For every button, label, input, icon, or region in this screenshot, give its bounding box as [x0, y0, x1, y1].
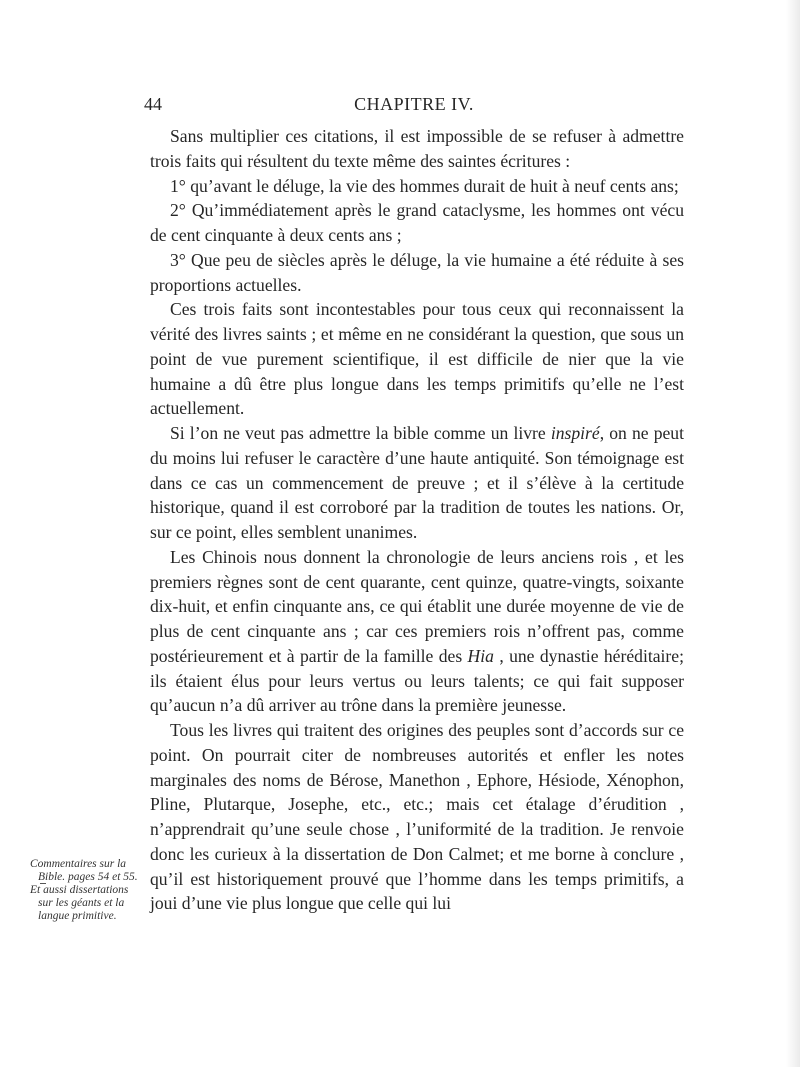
page-number: 44 — [144, 94, 162, 114]
paragraph: Sans multiplier ces citations, il est impossible de se refuser à admettre trois faits qui résultent du texte même des saintes écritures : — [150, 126, 684, 171]
page-header — [144, 94, 684, 120]
margin-note — [30, 858, 140, 923]
running-head: CHAPITRE IV. — [354, 94, 474, 114]
italic-term: Hia — [467, 645, 494, 666]
body-text — [150, 124, 684, 916]
margin-note-entry: Et aussi dissertations sur les géants et la langue primitive. — [30, 884, 129, 922]
paragraph: Ces trois faits sont incontestables pour tous ceux qui reconnaissent la vérité des livres saints ; et même en ne considérant la question, que sous un point de vue purement scientifique, il est difficile de nier que la vie humaine a dû être plus longue dans les temps primitifs qu’elle ne l’est actuellement. — [150, 299, 684, 419]
scan-edge — [786, 0, 800, 1067]
italic-term: inspiré — [550, 423, 600, 443]
paragraph: Les Chinois nous donnent la chronologie de leurs anciens rois , et les premiers règnes sont de cent quarante, cent quinze, quatre-vingts, soixante dix-huit, et enfin cinquante ans, ce qui établit une durée moyenne de vie de plus de cent cinquante ans ; car ces premiers rois n’offrent pas, comme postérieurement et à partir de la famille des Hia , une dynastie héréditaire; ils étaient élus pour leurs vertus ou leurs talents; ce qui fait supposer qu’aucun n’a dû arriver au trône dans la première jeunesse. — [150, 546, 684, 716]
paragraph: 3° Que peu de siècles après le déluge, la vie humaine a été réduite à ses proportions actuelles. — [150, 249, 684, 295]
paragraph: Tous les livres qui traitent des origines des peuples sont d’accords sur ce point. On pourrait citer de nombreuses autorités et enfler les notes marginales des noms de Bérose, Manethon , Ephore, Hésiode, Xénophon, Pline, Plutarque, Josephe, etc., etc.; mais cet étalage d’érudition , n’apprendrait qu’une seule chose , l’uniformité de la tradition. Je renvoie donc les curieux à la dissertation de Don Calmet; et me borne à conclure , qu’il est historiquement prouvé que l’homme dans les temps primitifs, a joui d’une vie plus longue que celle qui lui — [150, 720, 684, 914]
paragraph: 2° Qu’immédiatement après le grand cataclysme, les hommes ont vécu de cent cinquante à deux cents ans ; — [150, 200, 684, 245]
paragraph: 1° qu’avant le déluge, la vie des hommes durait de huit à neuf cents ans; — [170, 175, 679, 196]
paragraph: Si l’on ne veut pas admettre la bible comme un livre inspiré, on ne peut du moins lui refuser le caractère d’une haute antiquité. Son témoignage est dans ce cas un commencement de preuve ; et il s’élève à la certitude historique, quand il est corroboré par la tradition de toutes les nations. Or, sur ce point, elles semblent unanimes. — [150, 423, 684, 542]
margin-note-entry: Commentaires sur la Bible. pages 54 et 55. — [30, 858, 138, 883]
